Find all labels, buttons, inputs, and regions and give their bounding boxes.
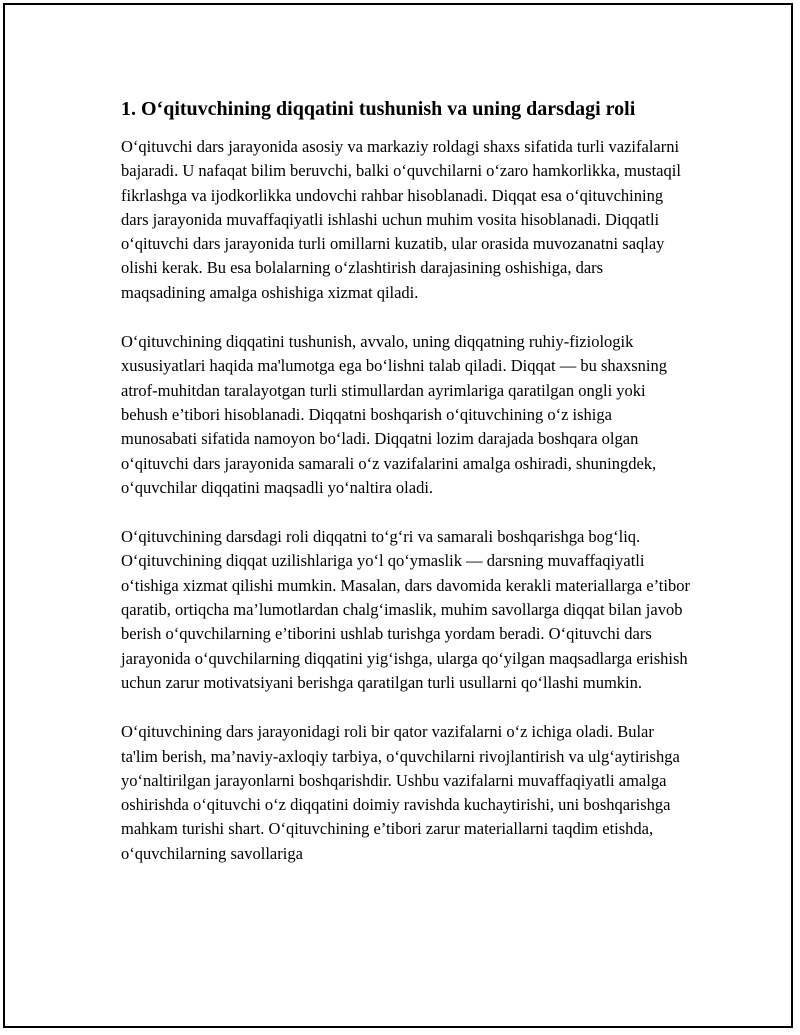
paragraph-2: O‘qituvchining diqqatini tushunish, avvalo, uning diqqatning ruhiy-fiziologik xususiyatlari haqida ma'lumotga ega bo‘lishni talab qiladi. Diqqat — bu shaxsning atrof-muhitdan taralayotgan turli stimullardan ayrimlariga qaratilgan ongli yoki behush e’tibori hisoblanadi. Diqqatni boshqarish o‘qituvchining o‘z ishiga munosabati sifatida namoyon bo‘ladi. Diqqatni lozim darajada boshqara olgan o‘qituvchi dars jarayonida samarali o‘z vazifalarini amalga oshiradi, shuningdek, o‘quvchilar diqqatini maqsadli yo‘naltira oladi. [121,332,667,497]
paragraph-1: O‘qituvchi dars jarayonida asosiy va markaziy roldagi shaxs sifatida turli vazifalarni bajaradi. U nafaqat bilim beruvchi, balki o‘quvchilarni o‘zaro hamkorlikka, mustaqil fikrlashga va ijodkorlikka undovchi rahbar hisoblanadi. Diqqat esa o‘qituvchining dars jarayonida muvaffaqiyatli ishlashi uchun muhim vosita hisoblanadi. Diqqatli o‘qituvchi dars jarayonida turli omillarni kuzatib, ular orasida muvozanatni saqlay olishi kerak. Bu esa bolalarning o‘zlashtirish darajasining oshishiga, dars maqsadining amalga oshishiga xizmat qiladi. [121,137,681,302]
document-page [3,3,793,1028]
section-heading: 1. O‘qituvchining diqqatini tushunish va uning darsdagi roli [121,98,636,120]
paragraph-3: O‘qituvchining darsdagi roli diqqatni to‘g‘ri va samarali boshqarishga bog‘liq. O‘qituvchining diqqat uzilishlariga yo‘l qo‘ymaslik — darsning muvaffaqiyatli o‘tishiga xizmat qilishi mumkin. Masalan, dars davomida kerakli materiallarga e’tibor qaratib, ortiqcha ma’lumotlardan chalg‘imaslik, muhim savollarga diqqat bilan javob berish o‘quvchilarning e’tiborini ushlab turishga yordam beradi. O‘qituvchi dars jarayonida o‘quvchilarning diqqatini yig‘ishga, ularga qo‘yilgan maqsadlarga erishish uchun zarur motivatsiyani berishga qaratilgan turli usullarni qo‘llashi mumkin. [121,527,690,692]
paragraph-4: O‘qituvchining dars jarayonidagi roli bir qator vazifalarni o‘z ichiga oladi. Bular ta'lim berish, ma’naviy-axloqiy tarbiya, o‘quvchilarni rivojlantirish va ulg‘aytirishga yo‘naltirilgan jarayonlarni boshqarishdir. Ushbu vazifalarni muvaffaqiyatli amalga oshirishda o‘qituvchi o‘z diqqatini doimiy ravishda kuchaytirishi, uni boshqarishga mahkam turishi shart. O‘qituvchining e’tibori zarur materiallarni taqdim etishda, o‘quvchilarning savollariga [121,722,680,863]
document-content [121,95,691,891]
